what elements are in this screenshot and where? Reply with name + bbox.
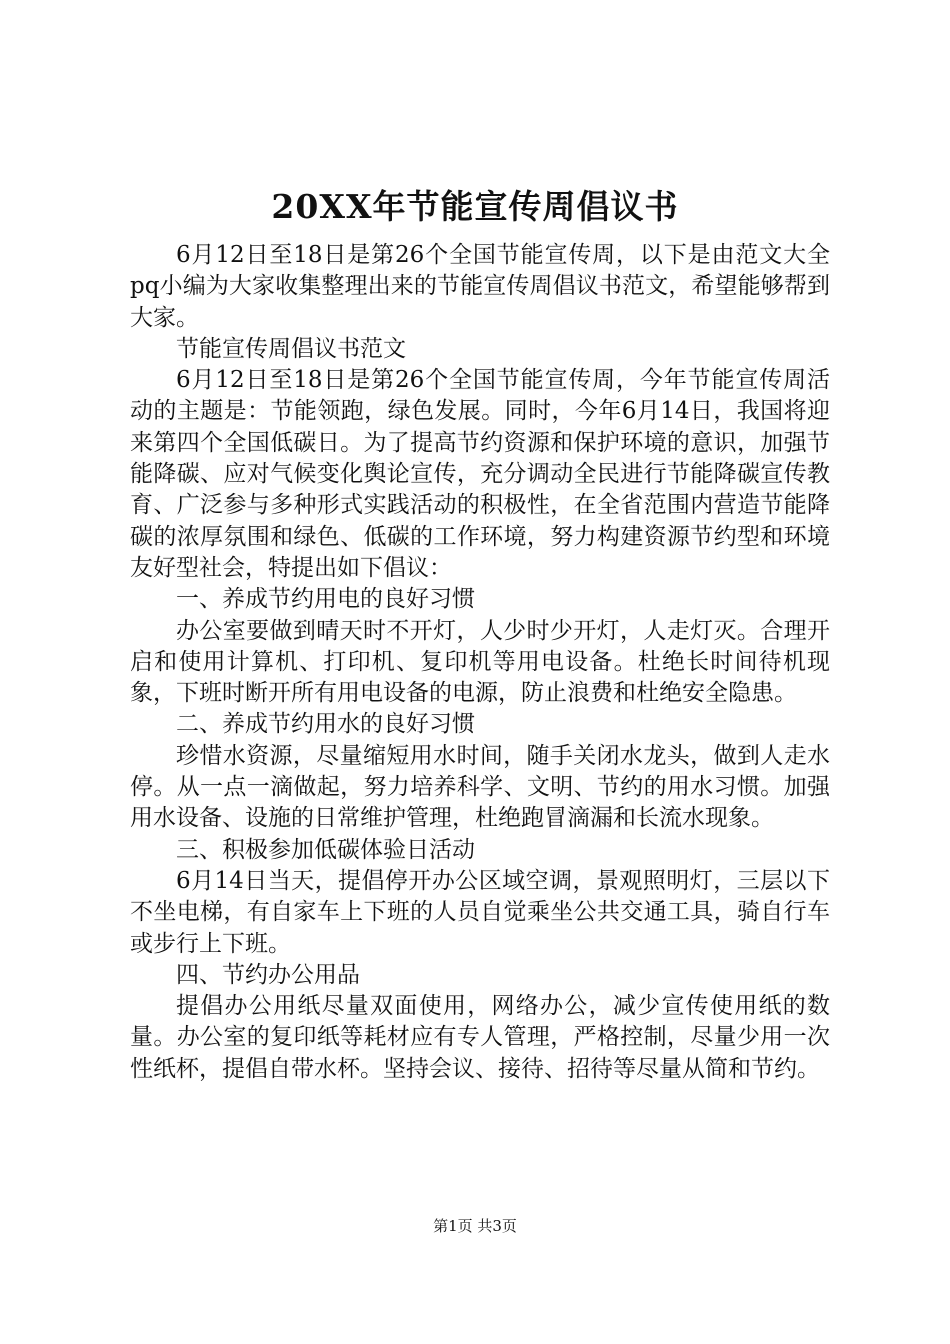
section-heading-electricity: 一、养成节约用电的良好习惯 — [176, 586, 475, 613]
body-paragraph-office-supplies: 提倡办公用纸尽量双面使用，网络办公，减少宣传使用纸的数量。办公室的复印纸等耗材应有专人管理，严格控制，尽量少用一次性纸杯，提倡自带水杯。坚持会议、接待、招待等尽量从简和节约。 — [130, 993, 830, 1082]
section-heading-sample: 节能宣传周倡议书范文 — [176, 335, 406, 362]
body-paragraph-main: 6月12日至18日是第26个全国节能宣传周，今年节能宣传周活动的主题是：节能领跑，绿色发展。同时，今年6月14日，我国将迎来第四个全国低碳日。为了提高节约资源和保护环境的意识，加强节能降碳、应对气候变化舆论宣传，充分调动全民进行节能降碳宣传教育、广泛参与多种形式实践活动的积极性，在全省范围内营造节能降碳的浓厚氛围和绿色、低碳的工作环境，努力构建资源节约型和环境友好型社会，特提出如下倡议： — [130, 367, 830, 581]
document-title: 20XX年节能宣传周倡议书 — [271, 187, 679, 226]
intro-paragraph: 6月12日至18日是第26个全国节能宣传周，以下是由范文大全pq小编为大家收集整理出来的节能宣传周倡议书范文，希望能够帮到大家。 — [130, 242, 830, 331]
page-number-footer: 第1页 共3页 — [433, 1217, 517, 1235]
section-heading-office-supplies: 四、节约办公用品 — [176, 961, 360, 988]
body-paragraph-electricity: 办公室要做到晴天时不开灯，人少时少开灯，人走灯灭。合理开启和使用计算机、打印机、复印机等用电设备。杜绝长时间待机现象，下班时断开所有用电设备的电源，防止浪费和杜绝安全隐患。 — [130, 617, 830, 707]
section-heading-low-carbon-day: 三、积极参加低碳体验日活动 — [176, 836, 475, 863]
body-paragraph-water: 珍惜水资源，尽量缩短用水时间，随手关闭水龙头，做到人走水停。从一点一滴做起，努力培养科学、文明、节约的用水习惯。加强用水设备、设施的日常维护管理，杜绝跑冒滴漏和长流水现象。 — [130, 742, 830, 832]
section-heading-water: 二、养成节约用水的良好习惯 — [176, 711, 475, 738]
body-paragraph-low-carbon-day: 6月14日当天，提倡停开办公区域空调，景观照明灯，三层以下不坐电梯，有自家车上下班的人员自觉乘坐公共交通工具，骑自行车或步行上下班。 — [130, 867, 830, 957]
document-body — [130, 240, 830, 1085]
